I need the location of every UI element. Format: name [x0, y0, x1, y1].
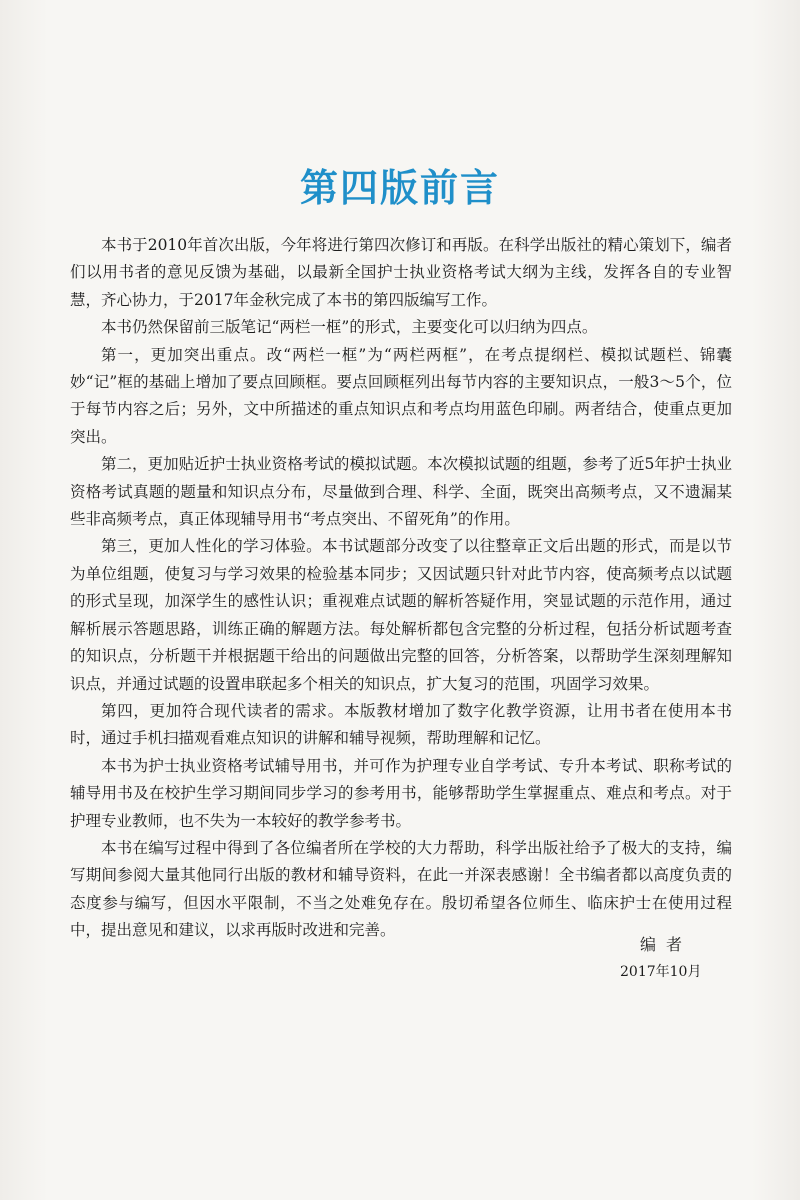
- paragraph-summary: 本书仍然保留前三版笔记“两栏一框”的形式，主要变化可以归纳为四点。: [101, 318, 598, 337]
- paragraph-point-three: 第三，更加人性化的学习体验。本书试题部分改变了以往整章正文后出题的形式，而是以节为单位组题，使复习与学习效果的检验基本同步；又因试题只针对此节内容，使高频考点以试题的形式呈现，加深学生的感性认识；重视难点试题的解析答疑作用，突显试题的示范作用，通过解析展示答题思路，训练正确的解题方法。每处解析都包含完整的分析过程，包括分析试题考查的知识点，分析题干并根据题干给出的问题做出完整的回答，分析答案，以帮助学生深刻理解知识点，并通过试题的设置串联起多个相关的知识点，扩大复习的范围，巩固学习效果。: [70, 537, 732, 693]
- paragraph-point-four: 第四，更加符合现代读者的需求。本版教材增加了数字化教学资源，让用书者在使用本书时，通过手机扫描观看难点知识的讲解和辅导视频，帮助理解和记忆。: [70, 701, 732, 748]
- paragraph-acknowledgement: 本书在编写过程中得到了各位编者所在学校的大力帮助，科学出版社给予了极大的支持，编写期间参阅大量其他同行出版的教材和辅导资料，在此一并深表感谢！全书编者都以高度负责的态度参与编写，但因水平限制，不当之处难免存在。殷切希望各位师生、临床护士在使用过程中，提出意见和建议，以求再版时改进和完善。: [70, 838, 732, 940]
- paragraph-point-one: 第一，更加突出重点。改“两栏一框”为“两栏两框”，在考点提纲栏、模拟试题栏、锦囊妙“记”框的基础上增加了要点回顾框。要点回顾框列出每节内容的主要知识点，一般3～5个，位于每节内容之后；另外，文中所描述的重点知识点和考点均用蓝色印刷。两者结合，使重点更加突出。: [70, 345, 732, 446]
- paragraph-usage: 本书为护士执业资格考试辅导用书，并可作为护理专业自学考试、专升本考试、职称考试的辅导用书及在校护生学习期间同步学习的参考用书，能够帮助学生掌握重点、难点和考点。对于护理专业教师，也不失为一本较好的教学参考书。: [70, 756, 732, 830]
- paragraph-intro: 本书于2010年首次出版，今年将进行第四次修订和再版。在科学出版社的精心策划下，编者们以用书者的意见反馈为基础，以最新全国护士执业资格考试大纲为主线，发挥各自的专业智慧，齐心协力，于2017年金秋完成了本书的第四版编写工作。: [70, 236, 732, 309]
- preface-date: 2017年10月: [620, 964, 702, 980]
- preface-body: [70, 232, 732, 945]
- page-title: 第四版前言: [299, 166, 500, 210]
- author-signature: 编者: [640, 935, 693, 954]
- paragraph-point-two: 第二，更加贴近护士执业资格考试的模拟试题。本次模拟试题的组题，参考了近5年护士执业资格考试真题的题量和知识点分布，尽量做到合理、科学、全面，既突出高频考点，又不遗漏某些非高频考点，真正体现辅导用书“考点突出、不留死角”的作用。: [70, 455, 732, 529]
